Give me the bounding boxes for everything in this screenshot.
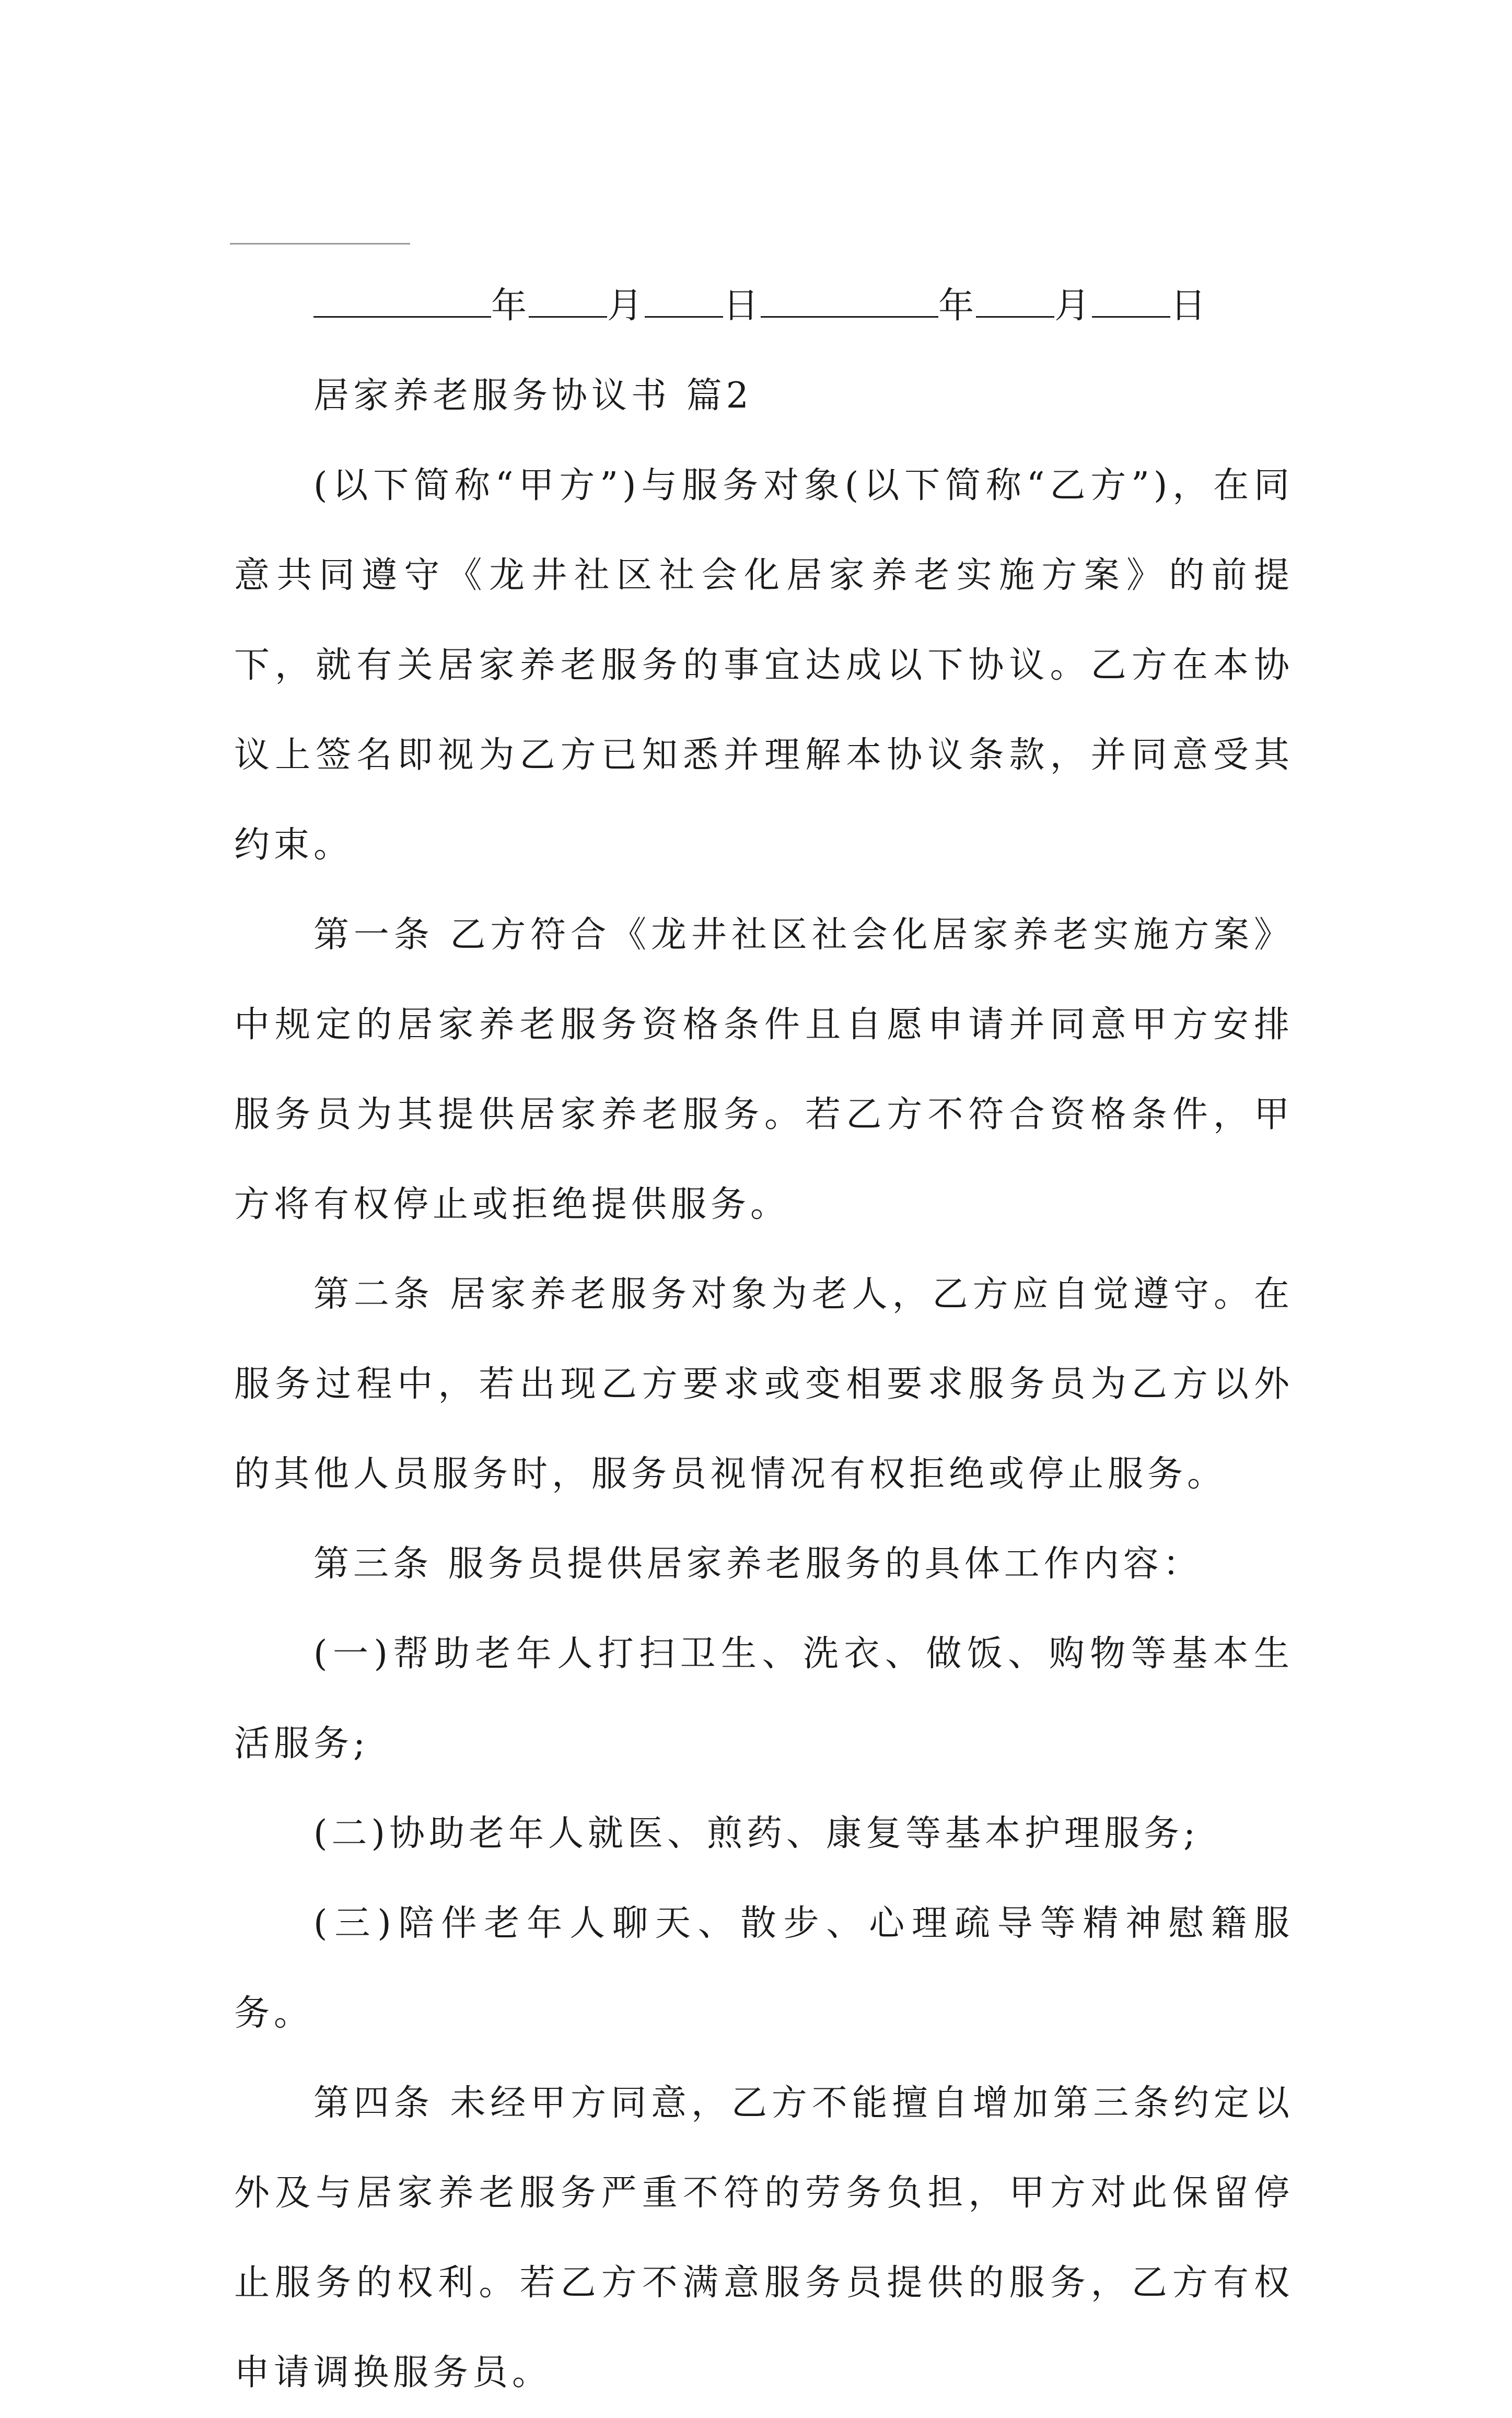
year-blank <box>313 285 491 318</box>
paragraph-item-3: (三)陪伴老年人聊天、散步、心理疏导等精神慰籍服务。 <box>234 1903 1294 2034</box>
section-heading: 居家养老服务协议书 篇2 <box>313 375 753 416</box>
document-body <box>234 261 1294 2418</box>
paragraph-article-1: 第一条 乙方符合《龙井社区社会化居家养老实施方案》中规定的居家养老服务资格条件且自愿申请并同意甲方安排服务员为其提供居家养老服务。若乙方不符合资格条件，甲方将有权停止或拒绝提供服务。 <box>234 914 1294 1225</box>
signature-date-line <box>234 261 1294 351</box>
month-label: 月 <box>1054 285 1092 327</box>
paragraph-article-2: 第二条 居家养老服务对象为老人，乙方应自觉遵守。在服务过程中，若出现乙方要求或变相要求服务员为乙方以外的其他人员服务时，服务员视情况有权拒绝或停止服务。 <box>234 1274 1294 1495</box>
top-divider <box>230 243 410 245</box>
paragraph-article-4: 第四条 未经甲方同意，乙方不能擅自增加第三条约定以外及与居家养老服务严重不符的劳务负担，甲方对此保留停止服务的权利。若乙方不满意服务员提供的服务，乙方有权申请调换服务员。 <box>234 2083 1294 2393</box>
paragraph-item-1: (一)帮助老年人打扫卫生、洗衣、做饭、购物等基本生活服务; <box>234 1633 1294 1764</box>
paragraph-article-3: 第三条 服务员提供居家养老服务的具体工作内容： <box>313 1543 1203 1585</box>
day-label: 日 <box>723 285 761 327</box>
month-blank <box>529 285 607 318</box>
paragraph-item-2: (二)协助老年人就医、煎药、康复等基本护理服务; <box>313 1813 1200 1854</box>
year-blank <box>761 285 938 318</box>
year-label: 年 <box>491 285 529 327</box>
day-blank <box>1092 285 1170 318</box>
day-label: 日 <box>1170 285 1208 327</box>
month-label: 月 <box>607 285 645 327</box>
paragraph-preamble: (以下简称“甲方”)与服务对象(以下简称“乙方”)，在同意共同遵守《龙井社区社会化居家养老实施方案》的前提下，就有关居家养老服务的事宜达成以下协议。乙方在本协议上签名即视为乙方已知悉并理解本协议条款，并同意受其约束。 <box>234 465 1294 866</box>
year-label: 年 <box>938 285 976 327</box>
day-blank <box>645 285 723 318</box>
month-blank <box>976 285 1054 318</box>
